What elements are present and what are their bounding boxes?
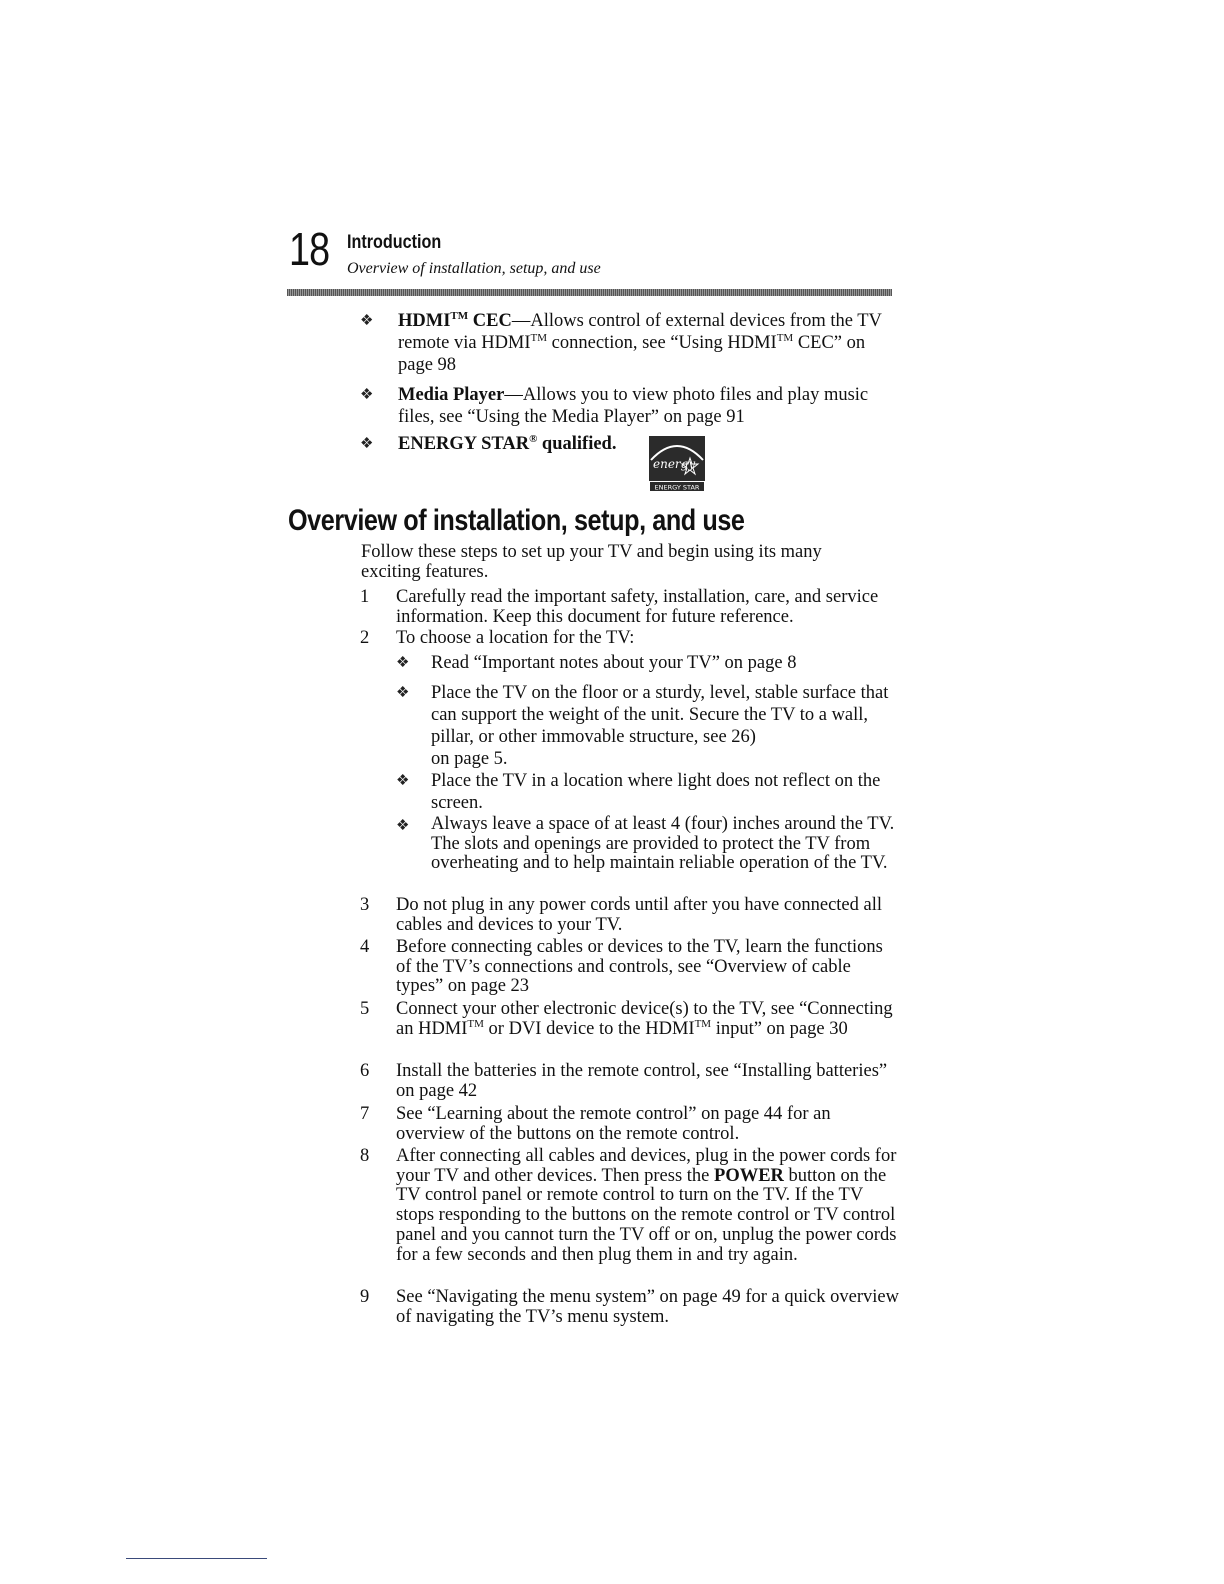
- bullet-diamond-icon: ❖: [360, 436, 374, 452]
- step-number: 3: [360, 895, 370, 915]
- bullet-diamond-icon: ❖: [396, 773, 410, 789]
- substep-text: Read “Important notes about your TV” on page 8: [431, 653, 797, 673]
- feature-hdmi-cec: [360, 310, 900, 376]
- substep-text: Place the TV in a location where light does not reflect on the screen.: [431, 771, 881, 813]
- feature-name: Media Player: [398, 385, 505, 405]
- feature-media-player: [360, 384, 900, 428]
- step-text: Install the batteries in the remote control, see “Installing batteries” on page 42: [396, 1061, 888, 1101]
- step-number: 2: [360, 628, 370, 648]
- feature-name: ENERGY STAR® qualified.: [398, 433, 617, 454]
- substep-text: on page 5.: [431, 749, 508, 769]
- step-number: 4: [360, 937, 370, 957]
- footer-rule: [126, 1558, 267, 1559]
- running-subtitle: Overview of installation, setup, and use: [347, 260, 601, 277]
- bullet-diamond-icon: ❖: [396, 655, 410, 671]
- feature-name: HDMI™ CEC: [398, 310, 512, 331]
- step-text: Connect your other electronic device(s) to the TV, see “Connecting an HDMI™ or DVI device to the HDMI™ input” on page 30: [396, 999, 893, 1039]
- feature-text: Media Player—Allows you to view photo files and play music files, see “Using the Media Player” on page 91: [398, 385, 869, 427]
- running-title: Introduction: [347, 232, 442, 253]
- bullet-diamond-icon: ❖: [360, 387, 374, 403]
- substep-text: Place the TV on the floor or a sturdy, level, stable surface that can support the weight of the unit. Secure the TV to a wall, pillar, or other immovable structure, see 26): [431, 683, 889, 747]
- page-number: 18: [289, 223, 330, 275]
- step-text: See “Navigating the menu system” on page 49 for a quick overview of navigating the TV’s menu system.: [396, 1287, 899, 1327]
- step-number: 6: [360, 1061, 370, 1081]
- header-rule: [287, 289, 892, 296]
- step-text: After connecting all cables and devices, plug in the power cords for your TV and other devices. Then press the POWER button on the TV control panel or remote control to turn on the TV. If the TV stops responding to the buttons on the remote control or TV control panel and you cannot turn the TV off or on, unplug the power cords for a few seconds and then plug them in and try again.: [396, 1146, 897, 1265]
- power-label: POWER: [714, 1165, 784, 1186]
- svg-text:energy: energy: [653, 457, 696, 471]
- step-text: See “Learning about the remote control” on page 44 for an overview of the buttons on the remote control.: [396, 1104, 831, 1144]
- step-text: To choose a location for the TV:: [396, 628, 635, 648]
- bullet-diamond-icon: ❖: [360, 313, 374, 329]
- step-number: 1: [360, 587, 370, 607]
- step-number: 8: [360, 1146, 370, 1166]
- substep-text: Always leave a space of at least 4 (four) inches around the TV. The slots and openings are provided to protect the TV from overheating and to help maintain reliable operation of the TV.: [431, 814, 895, 873]
- step-text: Before connecting cables or devices to the TV, learn the functions of the TV’s connections and controls, see “Overview of cable types” on page 23: [396, 937, 883, 997]
- step-number: 5: [360, 999, 370, 1019]
- svg-text:ENERGY STAR: ENERGY STAR: [654, 483, 700, 492]
- step-text: Do not plug in any power cords until after you have connected all cables and devices to your TV.: [396, 895, 882, 935]
- step-number: 9: [360, 1287, 370, 1307]
- feature-text: HDMI™ CEC—Allows control of external devices from the TV remote via HDMI™ connection, see “Using HDMI™ CEC” on page 98: [398, 310, 882, 375]
- bullet-diamond-icon: ❖: [396, 818, 410, 834]
- step-text: Carefully read the important safety, installation, care, and service information. Keep this document for future reference.: [396, 587, 879, 627]
- section-intro: Follow these steps to set up your TV and begin using its many exciting features.: [361, 542, 822, 582]
- energy-star-logo-icon: [649, 436, 705, 492]
- bullet-diamond-icon: ❖: [396, 685, 410, 701]
- step-number: 7: [360, 1104, 370, 1124]
- feature-energy-star: [360, 433, 900, 457]
- section-heading: Overview of installation, setup, and use: [288, 504, 745, 537]
